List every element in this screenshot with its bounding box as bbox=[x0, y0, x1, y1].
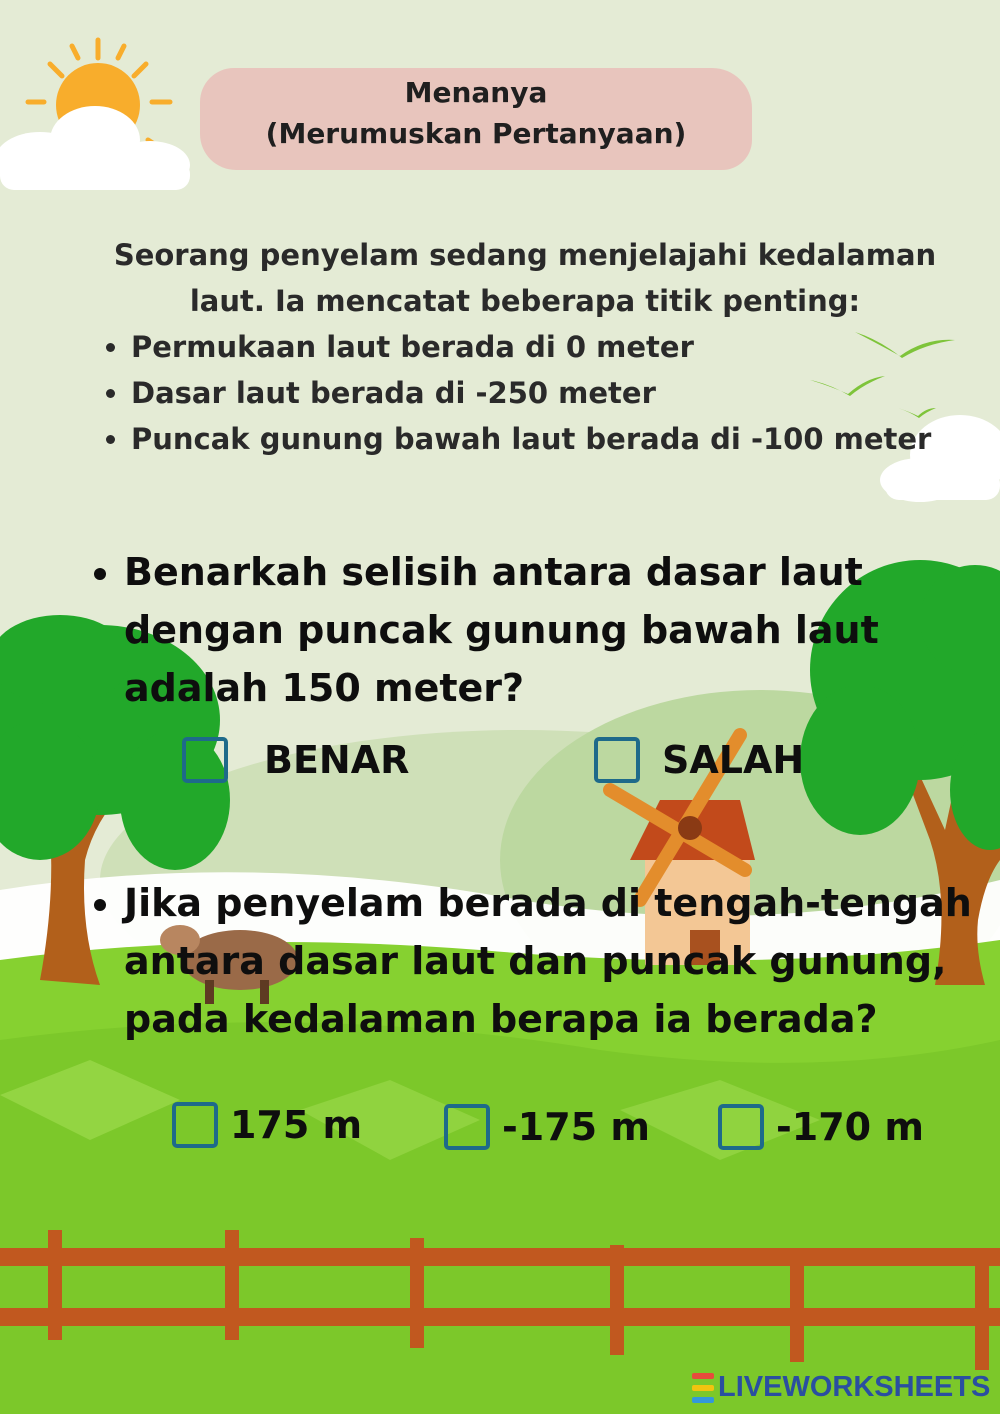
option-minus-170[interactable] bbox=[718, 1104, 924, 1150]
list-item: • Permukaan laut berada di 0 meter bbox=[131, 324, 955, 370]
option-175[interactable] bbox=[172, 1102, 362, 1148]
question-2 bbox=[80, 874, 980, 1048]
logo-icon bbox=[692, 1373, 714, 1403]
list-item: • Puncak gunung bawah laut berada di -100 meter bbox=[131, 416, 955, 462]
question-1 bbox=[80, 543, 920, 717]
intro-paragraph-line-2: laut. Ia mencatat beberapa titik penting: bbox=[189, 284, 861, 318]
title-line-2: (Merumuskan Pertanyaan) bbox=[265, 117, 687, 150]
option-label: BENAR bbox=[264, 738, 410, 782]
logo-text: LIVEWORKSHEETS bbox=[718, 1371, 991, 1403]
liveworksheets-logo bbox=[692, 1371, 990, 1404]
list-item: • Dasar laut berada di -250 meter bbox=[131, 370, 955, 416]
checkbox[interactable] bbox=[444, 1104, 490, 1150]
question-2-text: • Jika penyelam berada di tengah-tengah antara dasar laut dan puncak gunung, pada kedalaman berapa ia berada? bbox=[124, 874, 980, 1048]
checkbox[interactable] bbox=[594, 737, 640, 783]
option-label: 175 m bbox=[230, 1103, 363, 1147]
checkbox[interactable] bbox=[182, 737, 228, 783]
page-title bbox=[200, 68, 752, 170]
option-label: -170 m bbox=[776, 1105, 924, 1149]
intro-paragraph-line-1: Seorang penyelam sedang menjelajahi kedalaman bbox=[113, 238, 937, 272]
option-salah[interactable] bbox=[594, 737, 804, 783]
intro-points-list bbox=[95, 324, 955, 462]
option-benar[interactable] bbox=[182, 737, 409, 783]
checkbox[interactable] bbox=[718, 1104, 764, 1150]
cloud-icon bbox=[0, 106, 190, 190]
intro-section bbox=[95, 232, 955, 462]
checkbox[interactable] bbox=[172, 1102, 218, 1148]
title-line-1: Menanya bbox=[404, 76, 548, 109]
question-1-text: • Benarkah selisih antara dasar laut dengan puncak gunung bawah laut adalah 150 meter? bbox=[124, 543, 920, 717]
option-label: SALAH bbox=[662, 738, 805, 782]
option-label: -175 m bbox=[502, 1105, 650, 1149]
option-minus-175[interactable] bbox=[444, 1104, 650, 1150]
